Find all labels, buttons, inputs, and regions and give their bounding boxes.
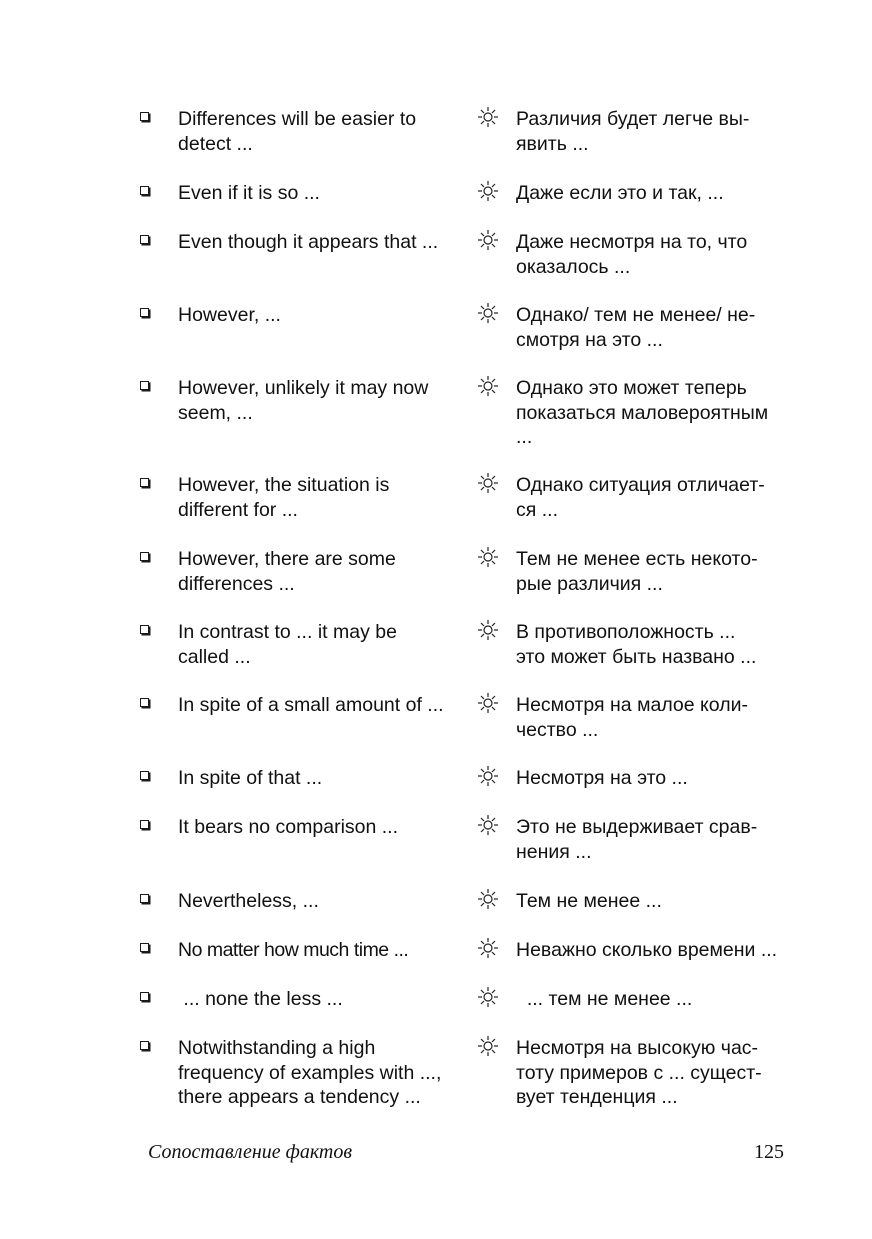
english-phrase: However, ... (178, 304, 281, 326)
sun-bullet-icon (477, 986, 499, 1008)
sun-bullet-icon (477, 1035, 499, 1057)
sun-bullet-icon (477, 765, 499, 787)
english-phrase: ... none the less ... (178, 988, 343, 1010)
sun-bullet-icon (477, 229, 499, 251)
english-phrase: In spite of a small amount of ... (178, 694, 444, 716)
english-phrase: However, the situation is different for ... (178, 474, 390, 521)
sun-bullet-icon (477, 888, 499, 910)
checkbox-bullet-icon (140, 308, 149, 317)
page-number: 125 (754, 1141, 784, 1163)
checkbox-bullet-icon (140, 235, 149, 244)
english-phrase: Even if it is so ... (178, 182, 320, 204)
english-phrase: It bears no comparison ... (178, 816, 399, 838)
checkbox-bullet-icon (140, 894, 149, 903)
russian-translation: Неважно сколько времени ... (516, 939, 778, 961)
checkbox-bullet-icon (140, 381, 149, 390)
sun-bullet-icon (477, 472, 499, 494)
russian-translation: В противоположность ... это может быть названо ... (516, 621, 757, 668)
russian-translation: Однако/ тем не менее/ не- смотря на это ... (516, 304, 756, 351)
checkbox-bullet-icon (140, 186, 149, 195)
russian-translation: Несмотря на это ... (516, 767, 688, 789)
russian-translation: Тем не менее ... (516, 890, 662, 912)
checkbox-bullet-icon (140, 478, 149, 487)
english-phrase: Notwithstanding a high frequency of examples with ..., there appears a tendency ... (178, 1037, 442, 1108)
russian-translation: Несмотря на высокую час- тоту примеров с ... сущест- вует тенденция ... (516, 1037, 762, 1108)
russian-translation: Даже несмотря на то, что оказалось ... (516, 231, 748, 278)
checkbox-bullet-icon (140, 820, 149, 829)
sun-bullet-icon (477, 814, 499, 836)
sun-bullet-icon (477, 375, 499, 397)
english-phrase: Nevertheless, ... (178, 890, 319, 912)
english-phrase: In spite of that ... (178, 767, 323, 789)
checkbox-bullet-icon (140, 943, 149, 952)
english-phrase: Even though it appears that ... (178, 231, 439, 253)
checkbox-bullet-icon (140, 1041, 149, 1050)
english-phrase: However, unlikely it may now seem, ... (178, 377, 429, 424)
russian-translation: Это не выдерживает срав- нения ... (516, 816, 758, 863)
russian-translation: ... тем не менее ... (516, 988, 693, 1010)
russian-translation: Тем не менее есть некото- рые различия ... (516, 548, 758, 595)
sun-bullet-icon (477, 937, 499, 959)
russian-translation: Однако это может теперь показаться маловероятным ... (516, 377, 769, 448)
checkbox-bullet-icon (140, 698, 149, 707)
russian-translation: Несмотря на малое коли- чество ... (516, 694, 748, 741)
english-phrase: In contrast to ... it may be called ... (178, 621, 397, 668)
english-phrase: No matter how much time ... (178, 939, 409, 961)
sun-bullet-icon (477, 302, 499, 324)
sun-bullet-icon (477, 180, 499, 202)
russian-translation: Различия будет легче вы- явить ... (516, 108, 750, 155)
sun-bullet-icon (477, 692, 499, 714)
checkbox-bullet-icon (140, 112, 149, 121)
checkbox-bullet-icon (140, 992, 149, 1001)
checkbox-bullet-icon (140, 552, 149, 561)
running-footer-title: Сопоставление фактов (148, 1141, 353, 1163)
english-phrase: However, there are some differences ... (178, 548, 396, 595)
checkbox-bullet-icon (140, 625, 149, 634)
russian-translation: Однако ситуация отличает- ся ... (516, 474, 765, 521)
sun-bullet-icon (477, 619, 499, 641)
english-phrase: Differences will be easier to detect ... (178, 108, 417, 155)
sun-bullet-icon (477, 546, 499, 568)
sun-bullet-icon (477, 106, 499, 128)
checkbox-bullet-icon (140, 771, 149, 780)
russian-translation: Даже если это и так, ... (516, 182, 724, 204)
